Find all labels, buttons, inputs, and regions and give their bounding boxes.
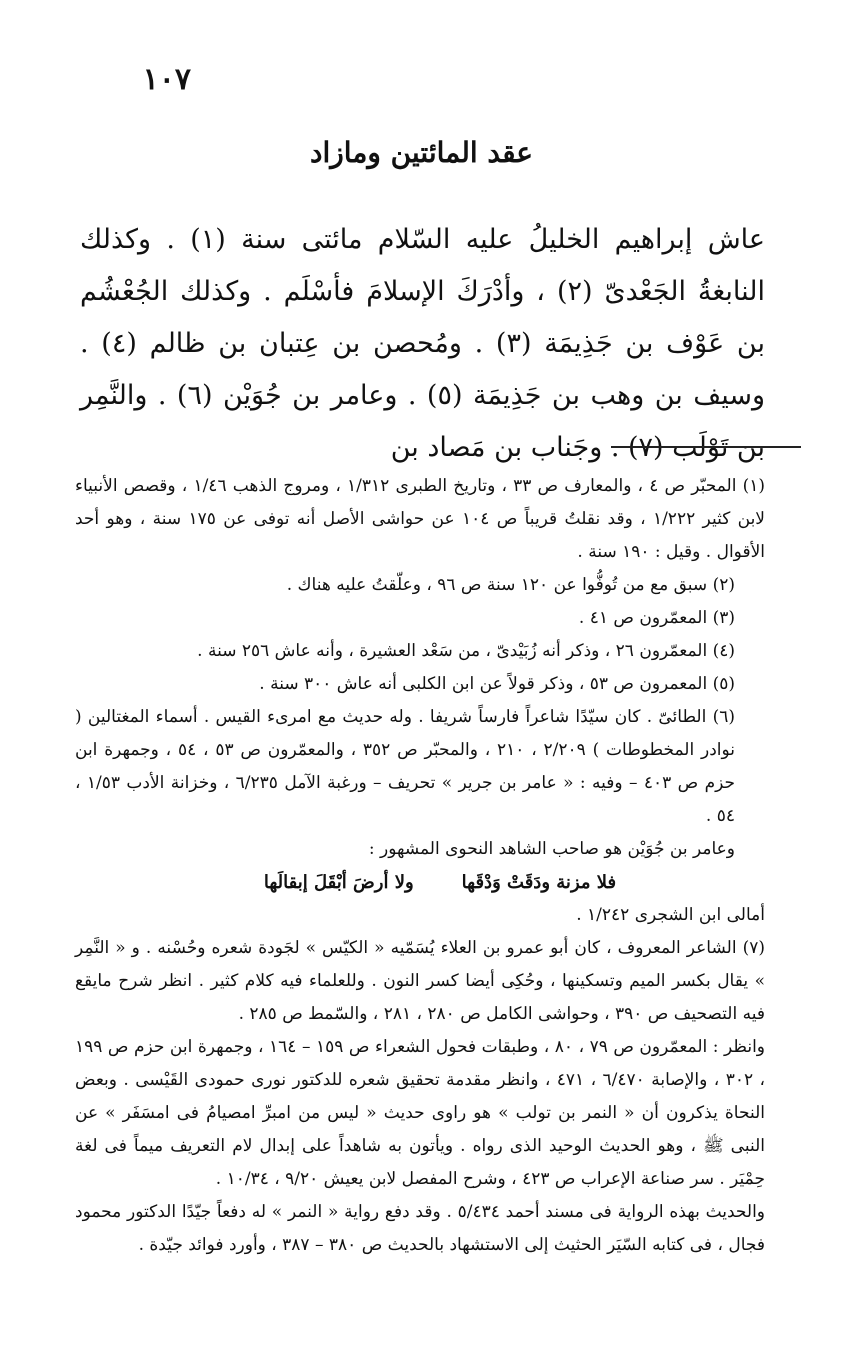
footnote-7: (٧) الشاعر المعروف ، كان أبو عمرو بن العلاء يُسَمّيه « الكيّس » لجَودة شعره وحُسْنه . و « النَّمِر » يقال بكسر الميم وتسكينها ، وحُكِى أيضا كسر النون . وللعلماء فيه كلام كثير . انظر شرح مايقع فيه التصحيف ص ٣٩٠ ، وحواشى الكامل ص ٢٨٠ ، ٢٨١ ، والسّمط ص ٢٨٥ . — [75, 938, 765, 1024]
footnote-separator — [611, 446, 801, 448]
footnote-6-source: أمالى ابن الشجرى ١/٢٤٢ . — [576, 905, 765, 925]
verse-hemistich-right: فلا مزنة ودَقَتْ وَدْقَها — [461, 872, 617, 893]
footnote-5: (٥) المعمرون ص ٥٣ ، وذكر قولاً عن ابن الكلبى أنه عاش ٣٠٠ سنة . — [259, 674, 735, 694]
footnote-7-refs: وانظر : المعمّرون ص ٧٩ ، ٨٠ ، وطبقات فحول الشعراء ص ١٥٩ – ١٦٤ ، وجمهرة ابن حزم ص ١٩٩ ، ٣٠٢ ، والإصابة ٦/٤٧٠ ، ٤٧١ ، وانظر مقدمة تحقيق شعره للدكتور نورى حمودى القَيْسى . وبعض النحاة يذكرون أن « النمر بن تولب » هو راوى حديث « ليس من امبرِّ امصيامُ فى امسَفَر » عن النبى ﷺ ، وهو الحديث الوحيد الذى رواه . ويأتون به شاهداً على إبدال لام التعريف ميماً فى لغة حِمْيَر . سر صناعة الإعراب ص ٤٢٣ ، وشرح المفصل لابن يعيش ٩/٢٠ ، ١٠/٣٤ . — [75, 1037, 766, 1189]
poem-verse — [75, 866, 765, 899]
footnotes — [75, 470, 765, 1262]
footnote-6: (٦) الطائىّ . كان سيّدًا شاعراً فارساً شريفا . وله حديث مع امرىء القيس . أسماء المغتالين ( نوادر المخطوطات ) ٢/٢٠٩ ، ٢١٠ ، والمحبّر ص ٣٥٢ ، والمعمّرون ص ٥٣ ، ٥٤ ، وجمهرة ابن حزم ص ٤٠٣ – وفيه : « عامر بن جرير » تحريف – ورغبة الآمل ٦/٢٣٥ ، وخزانة الأدب ١/٥٣ ، ٥٤ . — [75, 707, 736, 826]
footnote-3: (٣) المعمّرون ص ٤١ . — [578, 608, 735, 628]
verse-hemistich-left: ولا أرضَ أبْقَلَ إبقالَها — [263, 872, 414, 893]
footnote-7-hadith: والحديث بهذه الرواية فى مسند أحمد ٥/٤٣٤ . وقد دفع رواية « النمر » له دفعاً جيّدًا الدكتور محمود فجال ، فى كتابه السّيَر الحثيث إلى الاستشهاد بالحديث ص ٣٨٠ – ٣٨٧ ، وأورد فوائد جيّدة . — [75, 1202, 765, 1255]
body-paragraph: عاش إبراهيم الخليلُ عليه السّلام مائتى سنة (١) . وكذلك النابغةُ الجَعْدىّ (٢) ، وأدْرَكَ الإسلامَ فأسْلَم . وكذلك الجُعْشُم بن عَوْف بن جَذِيمَة (٣) . ومُحصن بن عِتبان بن ظالم (٤) . وسيف بن وهب بن جَذِيمَة (٥) . وعامر بن جُوَيْن (٦) . والنَّمِر بن تَوْلَب (٧) . وجَناب بن مَصاد بن — [80, 224, 766, 463]
footnote-6-poem-intro: وعامر بن جُوَيْن هو صاحب الشاهد النحوى المشهور : — [368, 839, 735, 859]
footnote-2: (٢) سبق مع من تُوفُّوا عن ١٢٠ سنة ص ٩٦ ، وعلّقتُ عليه هناك . — [286, 575, 735, 595]
main-text — [80, 214, 765, 474]
chapter-title: عقد المائتين ومازاد — [310, 136, 533, 169]
footnote-4: (٤) المعمّرون ٢٦ ، وذكر أنه زُبَيْدىّ ، من سَعْد العشيرة ، وأنه عاش ٢٥٦ سنة . — [197, 641, 735, 661]
footnote-1: (١) المحبّر ص ٤ ، والمعارف ص ٣٣ ، وتاريخ الطبرى ١/٣١٢ ، ومروج الذهب ١/٤٦ ، وقصص الأنبياء لابن كثير ١/٢٢٢ ، وقد نقلتُ قريباً ص ١٠٤ عن حواشى الأصل أنه توفى عن ١٧٥ سنة ، وهو أحد الأقوال . وقيل : ١٩٠ سنة . — [75, 476, 766, 562]
page-number: ١٠٧ — [142, 62, 191, 97]
